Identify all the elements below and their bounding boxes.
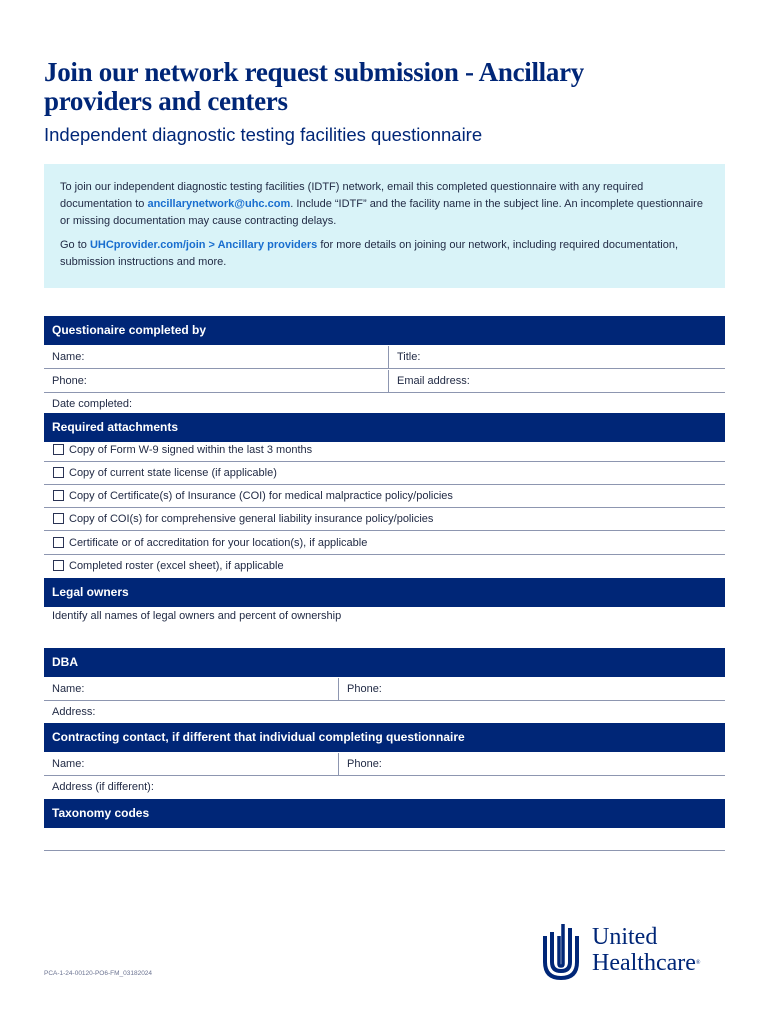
contact-name-field[interactable]	[44, 753, 338, 776]
section-dba: DBA	[44, 648, 725, 677]
field-label: Email address:	[397, 375, 470, 387]
field-label: Phone:	[52, 375, 87, 387]
attachment-label: Copy of current state license (if applicable)	[69, 467, 277, 479]
contact-address-field[interactable]	[44, 776, 725, 799]
field-label: Phone:	[347, 683, 382, 695]
name-field[interactable]	[44, 346, 388, 369]
checkbox[interactable]	[53, 467, 64, 478]
legal-owners-field[interactable]	[44, 626, 725, 646]
field-label: Title:	[397, 351, 421, 363]
section-legal-owners: Legal owners	[44, 578, 725, 607]
attachment-item[interactable]	[44, 462, 725, 485]
form-row	[44, 701, 725, 724]
checkbox[interactable]	[53, 490, 64, 501]
attachment-item[interactable]	[44, 439, 725, 462]
attachment-item[interactable]	[44, 485, 725, 508]
form-row	[44, 678, 725, 701]
form-row	[44, 776, 725, 799]
checkbox[interactable]	[53, 537, 64, 548]
checkbox[interactable]	[53, 513, 64, 524]
intro-paragraph-2	[60, 237, 707, 271]
checkbox[interactable]	[53, 560, 64, 571]
section-attachments: Required attachments	[44, 413, 725, 442]
field-label: Name:	[52, 683, 85, 695]
taxonomy-codes-field[interactable]	[44, 828, 725, 851]
checkbox[interactable]	[53, 444, 64, 455]
dba-address-field[interactable]	[44, 701, 725, 724]
form-row	[44, 753, 725, 776]
registered-mark: ®	[695, 960, 701, 966]
intro-box	[44, 164, 725, 288]
dba-name-field[interactable]	[44, 678, 338, 701]
attachment-label: Copy of COI(s) for comprehensive general liability insurance policy/policies	[69, 513, 434, 525]
attachment-item[interactable]	[44, 555, 725, 578]
email-field[interactable]	[388, 370, 725, 393]
uhcprovider-link[interactable]: UHCprovider.com/join > Ancillary providers	[89, 239, 318, 251]
email-link[interactable]: ancillarynetwork@uhc.com	[147, 198, 291, 210]
section-taxonomy-codes: Taxonomy codes	[44, 799, 725, 828]
attachment-label: Copy of Certificate(s) of Insurance (COI) for medical malpractice policy/policies	[69, 490, 453, 502]
logo-word-2-text: Healthcare	[592, 950, 696, 976]
title-field[interactable]	[388, 346, 725, 369]
uhc-u-mark-icon	[542, 924, 582, 984]
logo-word-2	[592, 950, 700, 976]
section-contracting-contact: Contracting contact, if different that individual completing questionnaire	[44, 723, 725, 752]
form-row	[44, 346, 725, 369]
unitedhealthcare-logo	[542, 922, 732, 984]
field-label: Phone:	[347, 758, 382, 770]
dba-phone-field[interactable]	[338, 678, 725, 701]
intro-text: . Include “IDTF” and the facility name in the subject line. An incomplete questionnaire or missing documentation may cause contracting delays.	[60, 198, 703, 227]
logo-word-1: United	[592, 924, 658, 950]
attachment-item[interactable]	[44, 508, 725, 531]
field-label: Address (if different):	[52, 781, 154, 793]
section-questionnaire: Questionaire completed by	[44, 316, 725, 345]
field-label: Name:	[52, 351, 85, 363]
contact-phone-field[interactable]	[338, 753, 725, 776]
title-line-1: Join our network request submission - Ancillary	[44, 57, 584, 87]
form-row	[44, 370, 725, 393]
field-label: Date completed:	[52, 398, 133, 410]
field-label: Address:	[52, 706, 96, 718]
intro-text: for more details on joining our network, including required documentation, submission instructions and more.	[60, 239, 679, 268]
intro-paragraph-1	[60, 179, 707, 230]
legal-owners-instruction: Identify all names of legal owners and percent of ownership	[52, 610, 342, 622]
page-title	[44, 58, 734, 116]
attachment-label: Completed roster (excel sheet), if applicable	[69, 560, 284, 572]
page-subtitle: Independent diagnostic testing facilities questionnaire	[44, 124, 483, 145]
attachment-label: Certificate or of accreditation for your location(s), if applicable	[69, 537, 368, 549]
intro-text: To join our independent diagnostic testing facilities (IDTF) network, email this completed questionnaire with any required documentation to	[60, 181, 644, 210]
attachment-item[interactable]	[44, 532, 725, 555]
title-line-2: providers and centers	[44, 86, 288, 116]
form-code: PCA-1-24-00120-PO6-FM_03182024	[44, 970, 153, 977]
intro-text: Go to	[60, 239, 90, 251]
attachment-label: Copy of Form W-9 signed within the last 3 months	[69, 444, 313, 456]
field-label: Name:	[52, 758, 85, 770]
phone-field[interactable]	[44, 370, 388, 393]
logo-wordmark	[592, 924, 700, 976]
